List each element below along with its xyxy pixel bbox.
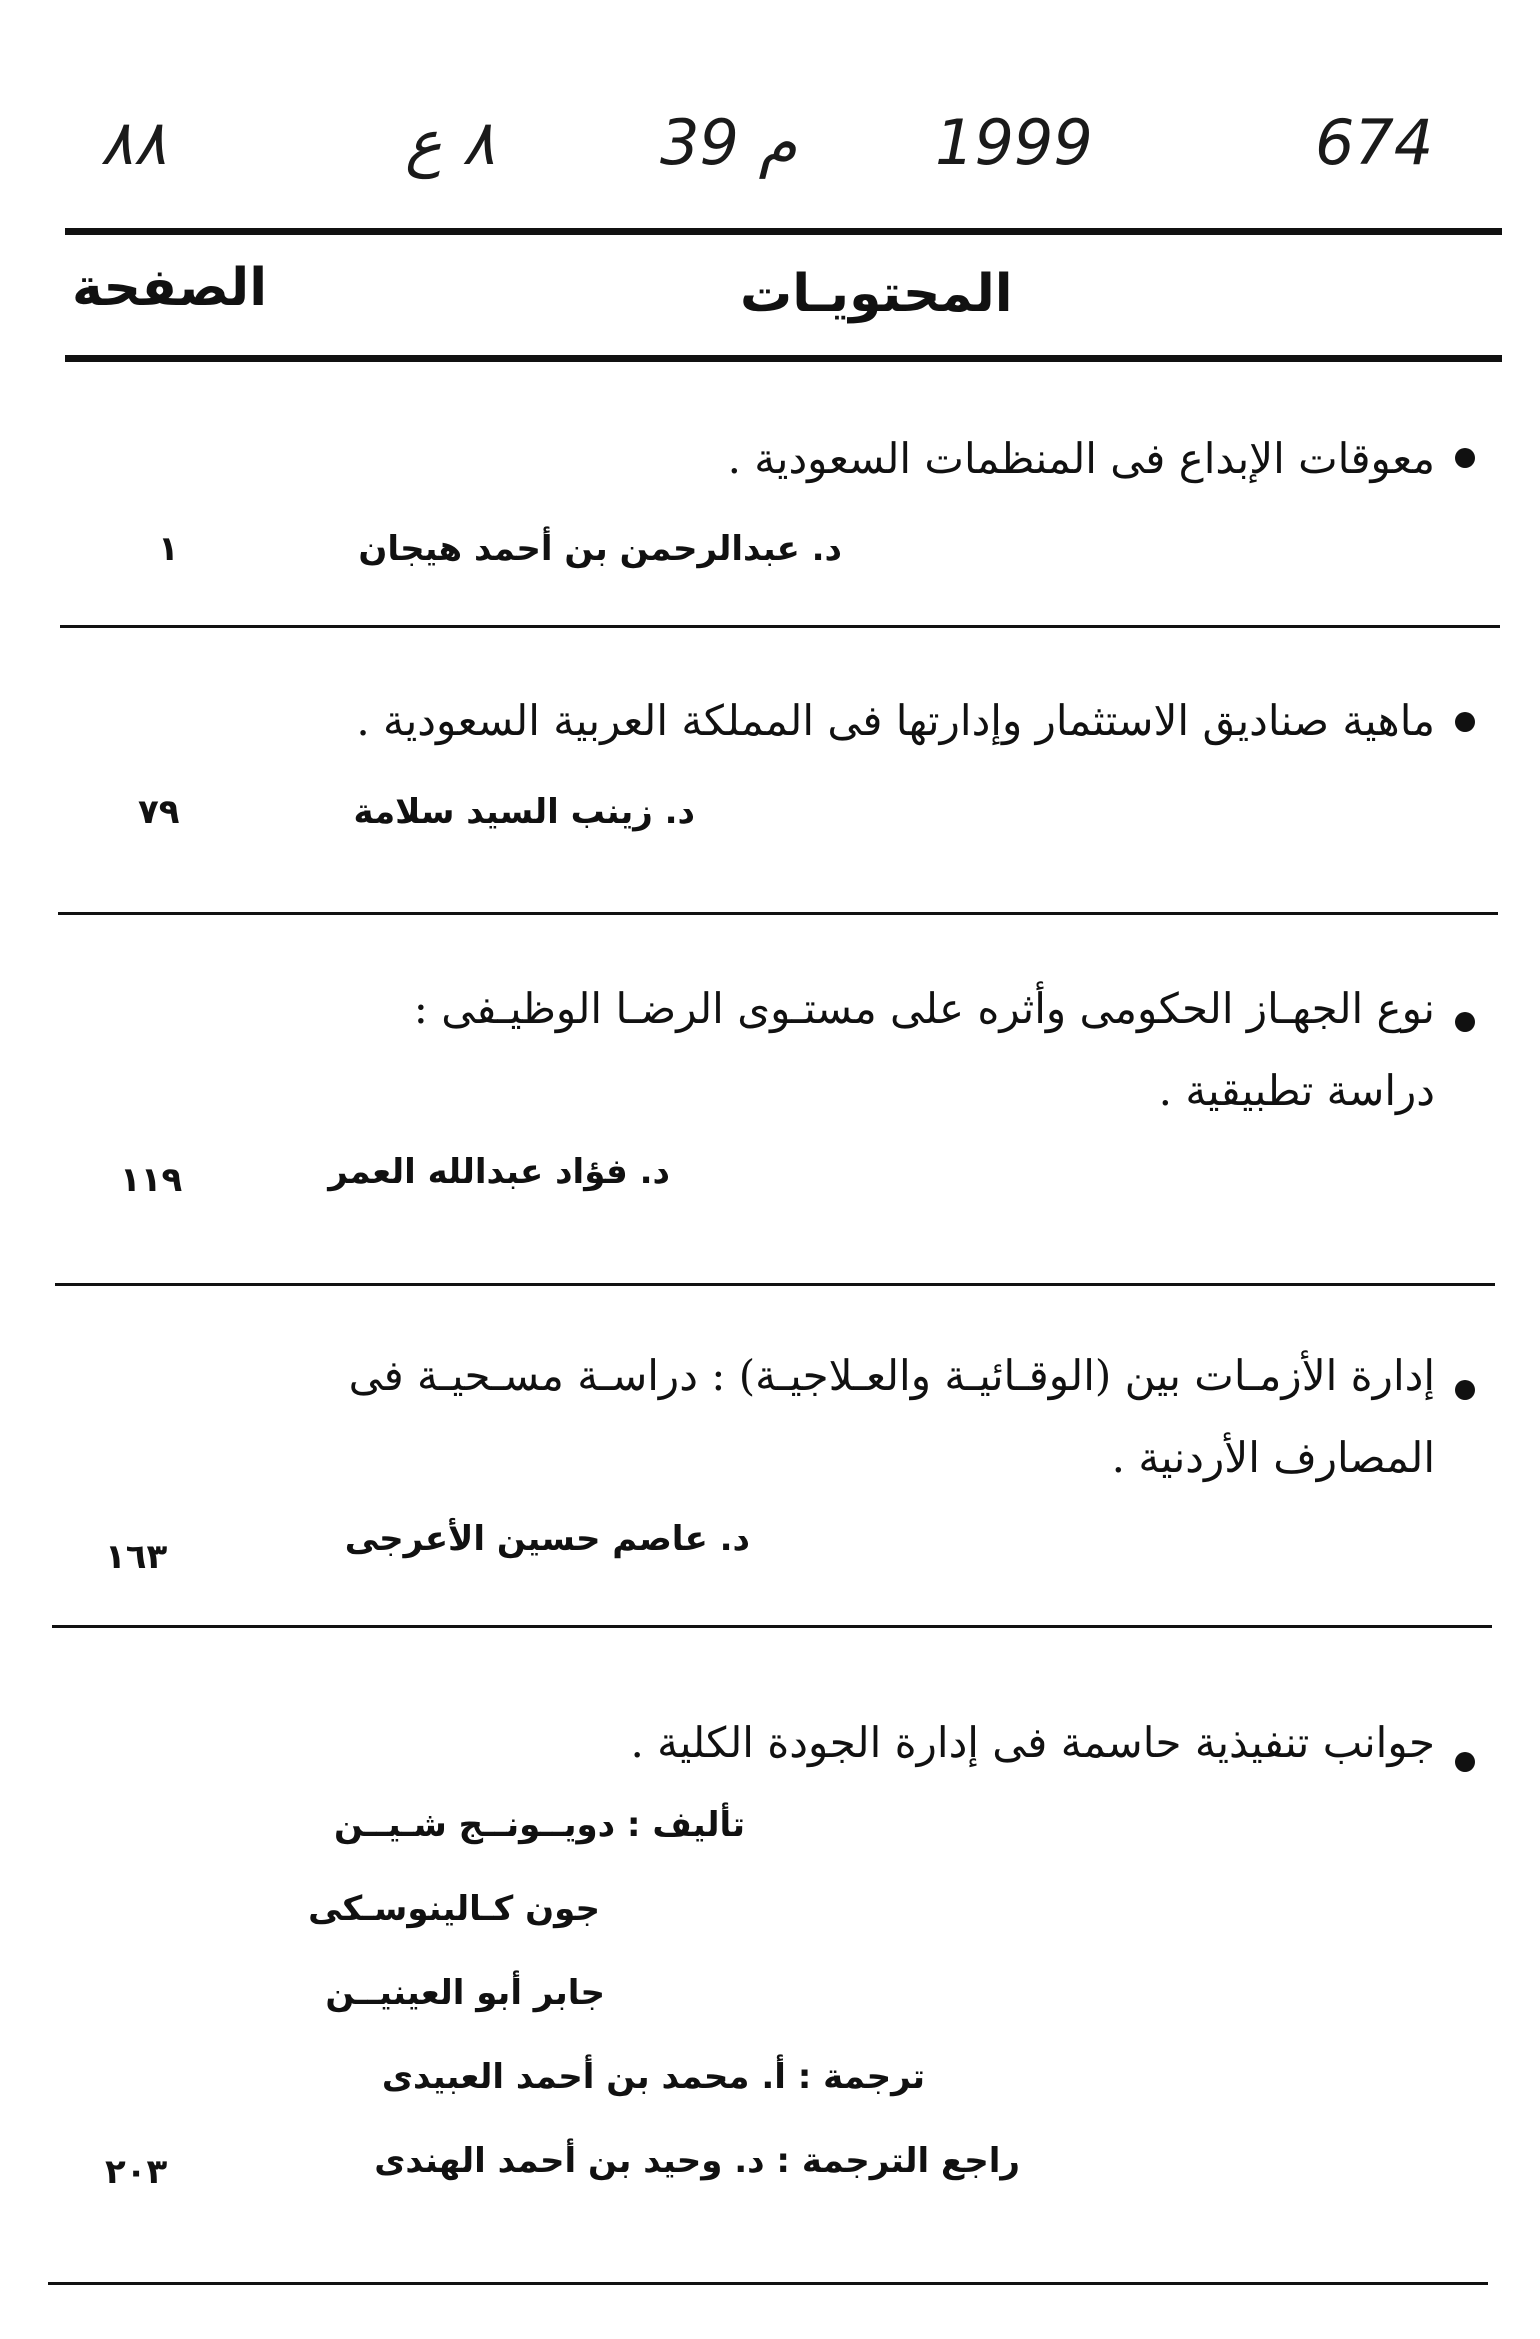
handwritten-note: ٨٨ <box>100 106 167 179</box>
entry-title: ماهية صناديق الاستثمار وإدارتها فى المملكة العربية السعودية . <box>356 696 1435 745</box>
entry-page-number: ١ <box>158 529 179 569</box>
entry-title: نوع الجهـاز الحكومى وأثره على مستـوى الرضـا الوظيـفى : دراسة تطبيقية . <box>413 984 1435 1115</box>
header-bottom-rule <box>65 355 1502 362</box>
entry-author: تأليف : دويــونــج شـيــن <box>334 1805 745 1845</box>
bullet-icon <box>1455 448 1475 468</box>
entry-page-number: ١٦٣ <box>105 1537 168 1577</box>
entry-author: د. عبدالرحمن بن أحمد هيجان <box>358 529 842 569</box>
handwritten-note: ٨ ع <box>405 106 496 179</box>
entry-author: د. فؤاد عبدالله العمر <box>328 1152 670 1192</box>
entry-title: معوقات الإبداع فى المنظمات السعودية . <box>727 434 1435 483</box>
entry-author: راجع الترجمة : د. وحيد بن أحمد الهندى <box>374 2141 1020 2181</box>
entry-page-number: ٧٩ <box>138 792 180 832</box>
entry-author: جابر أبو العينيــن <box>325 1973 605 2013</box>
header-top-rule <box>65 228 1502 235</box>
bullet-icon <box>1455 1012 1475 1032</box>
entry-divider <box>60 625 1500 628</box>
entry-author: ترجمة : أ. محمد بن أحمد العبيدى <box>381 2057 925 2097</box>
entry-author: د. عاصم حسين الأعرجى <box>344 1519 750 1559</box>
bullet-icon <box>1455 1380 1475 1400</box>
entry-divider <box>52 1625 1492 1628</box>
entry-divider <box>55 1283 1495 1286</box>
entry-page-number: ٢٠٣ <box>105 2152 168 2192</box>
entry-author: د. زينب السيد سلامة <box>353 792 695 832</box>
entry-title: إدارة الأزمـات بين (الوقـائيـة والعـلاجيـة) : دراسـة مسـحيـة فى المصارف الأردنية . <box>348 1351 1435 1482</box>
handwritten-note: 1999 <box>935 106 1093 179</box>
entry-divider <box>58 912 1498 915</box>
handwritten-note: 674 <box>1315 106 1434 179</box>
page-column-heading: الصفحة <box>72 258 268 318</box>
entry-divider <box>48 2282 1488 2285</box>
entry-page-number: ١١٩ <box>120 1160 183 1200</box>
handwritten-note: 39 م <box>660 106 797 179</box>
bullet-icon <box>1455 1752 1475 1772</box>
entry-title: جوانب تنفيذية حاسمة فى إدارة الجودة الكلية . <box>630 1718 1435 1767</box>
bullet-icon <box>1455 712 1475 732</box>
contents-heading: المحتويـات <box>740 264 1013 324</box>
entry-author: جون كـالينوسـكى <box>308 1889 600 1929</box>
